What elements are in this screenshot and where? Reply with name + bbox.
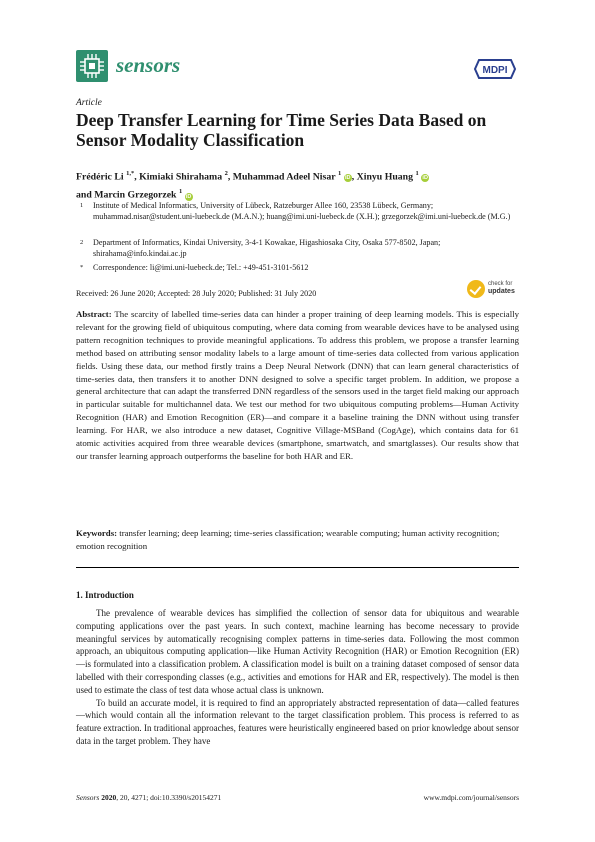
- affiliation-1: [76, 200, 516, 222]
- keywords-label: Keywords:: [76, 528, 118, 538]
- paper-title: Deep Transfer Learning for Time Series Data Based on Sensor Modality Classification: [76, 110, 487, 150]
- abstract-label: Abstract:: [76, 309, 112, 319]
- keywords: [76, 527, 519, 553]
- author-affil-sup: 1: [178, 188, 183, 196]
- paragraph: To build an accurate model, it is required to find an appropriately abstracted representation of data—called features—which would contain all the information relevant to the target classification problem. This process is referred to as feature extraction. In traditional approaches, features were heuristically engineered based on prior knowledge about sensor data in the target problem. They have: [76, 697, 519, 746]
- abstract-text: The scarcity of labelled time-series data can hinder a proper training of deep learning models. This is especially relevant for the growing field of ubiquitous computing, where data coming from wearable devices have to be analysed using pattern recognition techniques to provide meaningful applications. To address this problem, we propose a transfer learning method based on attributing sensor modality labels to a large amount of time-series data collected from various application fields. Using these data, our method firstly trains a Deep Neural Network (DNN) that can learn general characteristics of time-series data, then transfers it to another DNN designed to solve a specific target problem. In addition, we propose a general architecture that can adapt the transferred DNN regardless of the sensors used in the target field making our approach in particular suitable for multichannel data. We test our method for two ubiquitous computing problems—Human Activity Recognition (HAR) and Emotion Recognition (ER)—and compare it a baseline training the DNN without using transfer learning. For HAR, we also introduce a new dataset, Cognitive Village-MSBand (CogAge), which contains data for 61 atomic activities acquired from three wearable devices (smartphone, smartwatch, and smartglasses). Our results show that our transfer learning approach outperforms the baseline for both HAR and ER.: [76, 309, 519, 461]
- abstract: [76, 308, 519, 463]
- affiliation-text: Institute of Medical Informatics, University of Lübeck, Ratzeburger Allee 160, 23538 Lübeck, Germany; muhammad.nisar@student.uni-luebeck.de (M.A.N.); huang@imi.uni-luebeck.de (X.H.); grzegorzek@imi.uni-luebeck.de (M.G.): [93, 201, 511, 222]
- author-name[interactable]: Xinyu Huang: [356, 171, 414, 183]
- author-list: Frédéric Li $^{1,*}$, Kimiaki Shirahama $^2$, Muhammad Adeel Nisar $^1$ iD, Xinyu Huang $^1$ iD and Marcin Grzegorzek $^1$ iD: [76, 170, 428, 201]
- affiliation-number: 1: [80, 202, 84, 209]
- author-name[interactable]: Frédéric Li: [76, 171, 124, 183]
- article-type: Article: [76, 98, 102, 108]
- publication-dates: Received: 26 June 2020; Accepted: 28 July 2020; Published: 31 July 2020: [76, 289, 317, 298]
- affiliation-text: Department of Informatics, Kindai University, 3-4-1 Kowakae, Higashiosaka City, Osaka 577-8502, Japan; shirahama@info.kindai.ac.jp: [93, 238, 441, 259]
- section-heading: 1. Introduction: [76, 590, 134, 600]
- check-updates-line2: updates: [488, 288, 515, 295]
- orcid-icon[interactable]: iD: [185, 193, 192, 200]
- affiliation-number: *: [80, 264, 84, 271]
- journal-name: sensors: [116, 53, 181, 77]
- author-affil-sup: 1: [338, 170, 342, 177]
- orcid-icon[interactable]: iD: [422, 175, 428, 182]
- author-affil-sup: 2: [224, 170, 228, 177]
- check-icon: [467, 280, 485, 298]
- author-affil-sup: 1,*: [126, 170, 135, 177]
- correspondence: [76, 262, 516, 273]
- check-for-updates-badge[interactable]: [467, 278, 519, 300]
- author-name[interactable]: Muhammad Adeel Nisar: [232, 171, 336, 183]
- affiliation-number: 2: [80, 239, 84, 246]
- footer-journal: Sensors: [76, 793, 100, 802]
- mdpi-logo: [473, 58, 517, 80]
- keywords-text: transfer learning; deep learning; time-series classification; wearable computing; human activity recognition; emotion recognition: [76, 528, 500, 551]
- footer-url[interactable]: www.mdpi.com/journal/sensors: [423, 793, 519, 802]
- body-text: [76, 607, 519, 748]
- author-name[interactable]: Kimiaki Shirahama: [139, 171, 223, 183]
- orcid-icon[interactable]: iD: [345, 175, 351, 182]
- sensors-journal-logo: [76, 50, 108, 82]
- correspondence-text: Correspondence: li@imi.uni-luebeck.de; Tel.: +49-451-3101-5612: [93, 263, 309, 272]
- footer-year: 2020: [101, 793, 117, 802]
- check-updates-line1: check for: [488, 281, 513, 287]
- footer-doi[interactable]: , 20, 4271; doi:10.3390/s20154271: [116, 793, 222, 802]
- affiliation-2: [76, 237, 516, 259]
- paragraph: The prevalence of wearable devices has simplified the collection of sensor data for ubiquitous and wearable computing applications over the past years. In such context, machine learning has become necessary to provide meaningful services by automatically recognising complex patterns in time-series data. Following the most common approach, an ubiquitous computing application—like Human Activity Recognition (HAR) or Emotion Recognition (ER)—is formulated into a classification problem. A classification model is built on a training dataset composed of sensor data labelled with their corresponding classes (e.g., activities and emotions for HAR and ER, respectively). The model is then used to estimate the class of test data whose actual class is unknown.: [76, 608, 519, 695]
- author-affil-sup: 1: [415, 170, 419, 177]
- section-divider: [76, 567, 519, 568]
- author-name[interactable]: Marcin Grzegorzek: [94, 189, 177, 201]
- mdpi-logo-text: MDPI: [482, 65, 508, 76]
- footer-citation: [76, 793, 221, 802]
